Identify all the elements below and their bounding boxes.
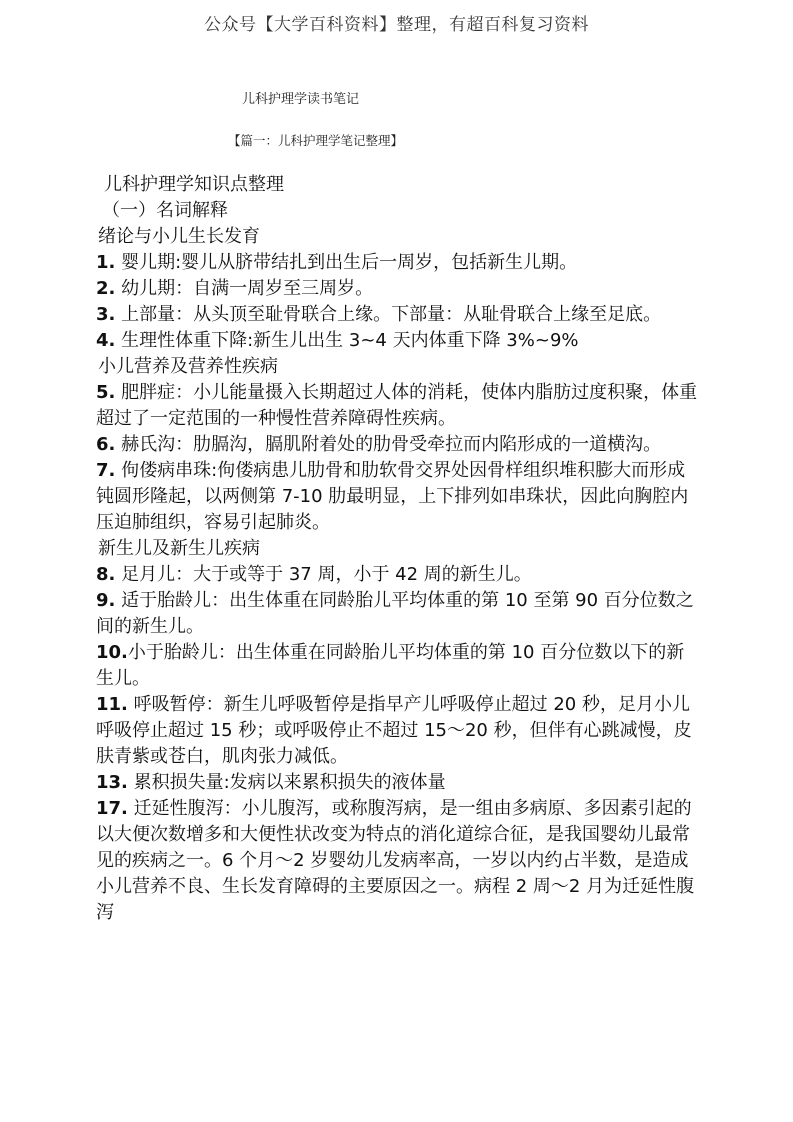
item-number: 13. xyxy=(96,772,128,793)
definition-item xyxy=(96,328,698,354)
definition-item xyxy=(96,458,698,536)
item-number: 1. xyxy=(96,252,116,273)
item-number: 10. xyxy=(96,642,128,663)
definition-item xyxy=(96,562,698,588)
item-text: 上部量：从头顶至耻骨联合上缘。下部量：从耻骨联合上缘至足底。 xyxy=(115,304,662,325)
definition-item xyxy=(96,640,698,692)
item-text: 小于胎龄儿：出生体重在同龄胎儿平均体重的第 10 百分位数以下的新生儿。 xyxy=(96,642,685,689)
item-number: 11. xyxy=(96,694,128,715)
subheading: （一）名词解释 xyxy=(102,200,228,221)
section-title: 绪论与小儿生长发育 xyxy=(98,226,260,247)
definition-item xyxy=(96,302,698,328)
item-number: 9. xyxy=(96,590,116,611)
definition-item xyxy=(96,276,698,302)
item-text: 迁延性腹泻：小儿腹泻，或称腹泻病，是一组由多病原、多因素引起的以大便次数增多和大便性状改变为特点的消化道综合征，是我国婴幼儿最常见的疾病之一。6 个月～2 岁婴幼儿发病率高，一岁以内约占半数，是造成小儿营养不良、生长发育障碍的主要原因之一。病程 2 周～2 月为迁延性腹泻 xyxy=(96,798,695,923)
item-text: 足月儿：大于或等于 37 周，小于 42 周的新生儿。 xyxy=(115,564,532,585)
item-number: 8. xyxy=(96,564,116,585)
definition-item xyxy=(96,380,698,432)
item-number: 3. xyxy=(96,304,116,325)
section-title: 小儿营养及营养性疾病 xyxy=(98,356,278,377)
item-text: 生理性体重下降:新生儿出生 3~4 天内体重下降 3%~9% xyxy=(115,330,579,351)
definition-item xyxy=(96,692,698,770)
item-text: 呼吸暂停：新生儿呼吸暂停是指早产儿呼吸停止超过 20 秒，足月小儿呼吸停止超过 15 秒；或呼吸停止不超过 15～20 秒，但伴有心跳减慢，皮肤青紫或苍白，肌肉张力减低。 xyxy=(96,694,692,767)
document-title: 儿科护理学读书笔记 xyxy=(242,92,360,107)
item-text: 佝偻病串珠:佝偻病患儿肋骨和肋软骨交界处因骨样组织堆积膨大而形成钝圆形隆起，以两侧第 7-10 肋最明显，上下排列如串珠状，因此向胸腔内压迫肺组织，容易引起肺炎。 xyxy=(96,460,689,533)
definition-item xyxy=(96,796,698,926)
definition-item xyxy=(96,588,698,640)
item-number: 17. xyxy=(96,798,128,819)
item-number: 6. xyxy=(96,434,116,455)
item-number: 5. xyxy=(96,382,116,403)
item-number: 2. xyxy=(96,278,116,299)
page-header: 公众号【大学百科资料】整理，有超百科复习资料 xyxy=(204,15,589,35)
item-text: 适于胎龄儿：出生体重在同龄胎儿平均体重的第 10 至第 90 百分位数之间的新生儿。 xyxy=(96,590,694,637)
section-heading: 儿科护理学知识点整理 xyxy=(104,174,284,195)
definition-item xyxy=(96,770,698,796)
item-number: 4. xyxy=(96,330,116,351)
definition-item xyxy=(96,432,698,458)
item-text: 累积损失量:发病以来累积损失的液体量 xyxy=(127,772,446,793)
item-number: 7. xyxy=(96,460,116,481)
chapter-label: 【篇一：儿科护理学笔记整理】 xyxy=(228,133,404,148)
item-text: 幼儿期：自满一周岁至三周岁。 xyxy=(115,278,374,299)
section-title: 新生儿及新生儿疾病 xyxy=(98,538,260,559)
item-text: 肥胖症：小儿能量摄入长期超过人体的消耗，使体内脂肪过度积聚，体重超过了一定范围的一种慢性营养障碍性疾病。 xyxy=(96,382,698,429)
item-text: 赫氏沟：肋膈沟，膈肌附着处的肋骨受牵拉而内陷形成的一道横沟。 xyxy=(115,434,662,455)
definition-item xyxy=(96,250,698,276)
document-body xyxy=(96,172,698,926)
item-text: 婴儿期:婴儿从脐带结扎到出生后一周岁，包括新生儿期。 xyxy=(115,252,578,273)
